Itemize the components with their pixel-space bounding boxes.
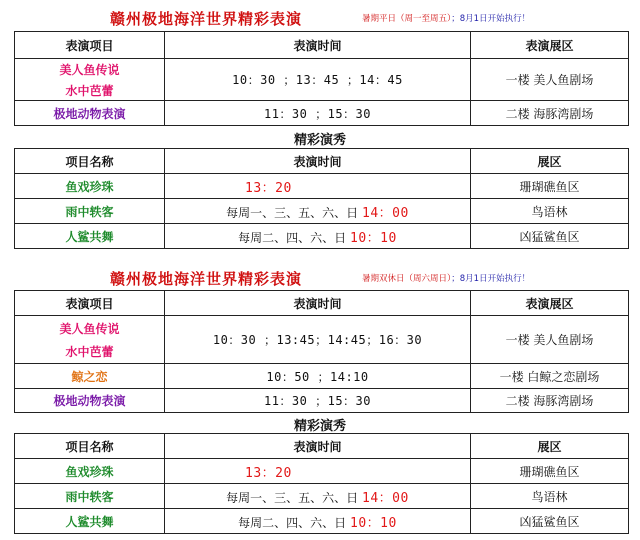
show-area: 一楼 白鲸之恋剧场 [471,364,629,389]
act-time: 14：00 [362,490,409,506]
table-header-row [15,434,629,459]
section1-note [362,12,530,24]
section1-note-suffix: ；8月1日开始执行！ [451,14,531,24]
show-name: 极地动物表演 [15,101,165,126]
col-header-area: 表演展区 [471,32,629,59]
table-row [15,224,629,249]
act-time: 13：20 [245,180,292,196]
show-time: 10：30 ；13：45 ；14：45 [165,59,471,101]
table-row [15,101,629,126]
section2-subtitle: 精彩演秀 [293,419,346,434]
show-name-cell [15,316,165,364]
col-header-name: 项目名称 [15,149,165,174]
act-area: 凶猛鲨鱼区 [471,509,629,534]
act-name: 人鲨共舞 [15,224,165,249]
show-name: 美人鱼传说 [59,321,120,336]
table-row [15,364,629,389]
table-row [15,484,629,509]
act-name: 雨中轶客 [15,484,165,509]
act-days: 每周一、三、五、六、日 [226,205,359,220]
act-area: 鸟语林 [471,199,629,224]
table-row [15,59,629,101]
show-time: 11：30 ；15：30 [165,389,471,413]
table-header-row [15,32,629,59]
section2-title: 赣州极地海洋世界精彩表演 [110,270,303,288]
act-name: 鱼戏珍珠 [15,459,165,484]
act-days: 每周一、三、五、六、日 [226,490,359,505]
section2-note [362,272,530,284]
table-row [15,316,629,364]
show-time: 10：30 ；13:45；14:45；16：30 [165,316,471,364]
show-time: 11：30 ；15：30 [165,101,471,126]
col-header-show: 表演项目 [15,291,165,316]
show-area: 二楼 海豚湾剧场 [471,389,629,413]
col-header-name: 项目名称 [15,434,165,459]
show-name: 水中芭蕾 [65,83,114,98]
show-name: 鲸之恋 [15,364,165,389]
show-name: 水中芭蕾 [65,344,114,359]
show-area: 二楼 海豚湾剧场 [471,101,629,126]
act-time-cell [165,199,471,224]
col-header-time: 表演时间 [165,149,471,174]
act-area: 珊瑚礁鱼区 [471,174,629,199]
section2-note-prefix: 暑期双休日（周六周日） [362,274,452,284]
act-name: 鱼戏珍珠 [15,174,165,199]
col-header-show: 表演项目 [15,32,165,59]
col-header-time: 表演时间 [165,434,471,459]
section2-act-table [14,433,629,534]
act-area: 凶猛鲨鱼区 [471,224,629,249]
col-header-time: 表演时间 [165,32,471,59]
section2-note-suffix: ；8月1日开始执行！ [451,274,531,284]
show-area: 一楼 美人鱼剧场 [471,316,629,364]
section1-title: 赣州极地海洋世界精彩表演 [110,10,303,28]
table-row [15,389,629,413]
show-name-cell [15,59,165,101]
act-name: 人鲨共舞 [15,509,165,534]
act-area: 鸟语林 [471,484,629,509]
section1-header [0,8,640,32]
section1-subtitle: 精彩演秀 [293,133,346,148]
act-time-cell [165,174,471,199]
section1-act-table [14,148,629,249]
table-row [15,509,629,534]
section2-header [0,268,640,292]
act-time-cell [165,459,471,484]
show-name: 美人鱼传说 [59,62,120,77]
act-time: 10：10 [350,515,397,531]
show-name: 极地动物表演 [15,389,165,413]
table-row [15,199,629,224]
col-header-area: 展区 [471,149,629,174]
show-time: 10：50 ；14:10 [165,364,471,389]
act-area: 珊瑚礁鱼区 [471,459,629,484]
section1-note-prefix: 暑期平日（周一至周五） [362,14,452,24]
table-header-row [15,149,629,174]
act-time: 10：10 [350,230,397,246]
act-time-cell [165,224,471,249]
show-area: 一楼 美人鱼剧场 [471,59,629,101]
act-time-cell [165,509,471,534]
act-time: 14：00 [362,205,409,221]
col-header-area: 展区 [471,434,629,459]
table-header-row [15,291,629,316]
act-days: 每周二、四、六、日 [238,515,347,530]
act-name: 雨中轶客 [15,199,165,224]
col-header-area: 表演展区 [471,291,629,316]
section2-show-table [14,290,629,413]
act-days: 每周二、四、六、日 [238,230,347,245]
table-row [15,174,629,199]
col-header-time: 表演时间 [165,291,471,316]
section1-show-table [14,31,629,126]
table-row [15,459,629,484]
act-time: 13：20 [245,465,292,481]
act-time-cell [165,484,471,509]
